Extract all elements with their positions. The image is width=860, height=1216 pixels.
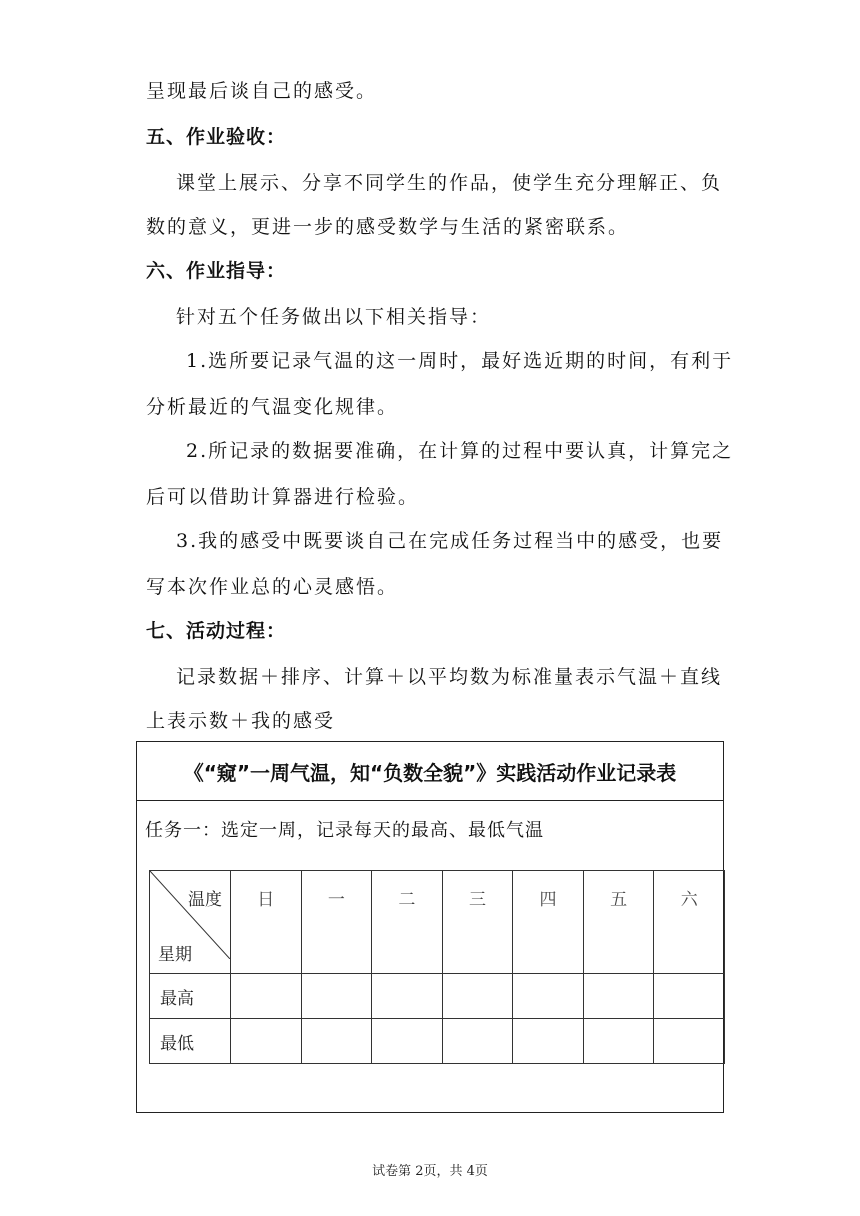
empty-cell bbox=[442, 974, 513, 1019]
paragraph-line: 写本次作业总的心灵感悟。 bbox=[146, 576, 399, 598]
empty-cell bbox=[301, 1019, 372, 1064]
paragraph-line: 针对五个任务做出以下相关指导： bbox=[176, 306, 492, 328]
paragraph-line: 记录数据＋排序、计算＋以平均数为标准量表示气温＋直线 bbox=[176, 666, 723, 688]
day-header: 二 bbox=[372, 871, 443, 974]
day-header: 六 bbox=[654, 871, 725, 974]
paragraph-line: 上表示数＋我的感受 bbox=[146, 710, 336, 732]
section-heading-5: 五、作业验收： bbox=[146, 126, 287, 148]
empty-cell bbox=[583, 974, 654, 1019]
empty-cell bbox=[654, 974, 725, 1019]
corner-label-weekday: 星期 bbox=[158, 945, 192, 965]
form-title: 《“窥”一周气温，知“负数全貌”》实践活动作业记录表 bbox=[137, 742, 723, 801]
table-row bbox=[150, 1019, 725, 1064]
row-label-high: 最高 bbox=[150, 974, 231, 1019]
paragraph-line: 后可以借助计算器进行检验。 bbox=[146, 486, 420, 508]
empty-cell bbox=[231, 1019, 302, 1064]
paragraph-line: 数的意义，更进一步的感受数学与生活的紧密联系。 bbox=[146, 216, 630, 238]
section-heading-6: 六、作业指导： bbox=[146, 260, 287, 282]
empty-cell bbox=[513, 1019, 584, 1064]
task-one-label: 任务一：选定一周，记录每天的最高、最低气温 bbox=[145, 820, 544, 841]
empty-cell bbox=[372, 974, 443, 1019]
empty-cell bbox=[372, 1019, 443, 1064]
temperature-table bbox=[149, 870, 725, 1064]
table-row bbox=[150, 974, 725, 1019]
row-label-low: 最低 bbox=[150, 1019, 231, 1064]
table-header-row bbox=[150, 871, 725, 974]
empty-cell bbox=[301, 974, 372, 1019]
day-header: 日 bbox=[231, 871, 302, 974]
empty-cell bbox=[513, 974, 584, 1019]
day-header: 四 bbox=[513, 871, 584, 974]
empty-cell bbox=[231, 974, 302, 1019]
paragraph-line: 2.所记录的数据要准确，在计算的过程中要认真，计算完之 bbox=[186, 440, 734, 462]
empty-cell bbox=[583, 1019, 654, 1064]
paragraph-line: 呈现最后谈自己的感受。 bbox=[146, 80, 378, 102]
paragraph-line: 1.选所要记录气温的这一周时，最好选近期的时间，有利于 bbox=[186, 350, 734, 372]
paragraph-line: 课堂上展示、分享不同学生的作品，使学生充分理解正、负 bbox=[176, 172, 723, 194]
paragraph-line: 分析最近的气温变化规律。 bbox=[146, 396, 399, 418]
page-footer: 试卷第 2页，共 4页 bbox=[372, 1164, 488, 1179]
day-header: 一 bbox=[301, 871, 372, 974]
record-form bbox=[136, 741, 724, 1113]
paragraph-line: 3.我的感受中既要谈自己在完成任务过程当中的感受，也要 bbox=[176, 530, 724, 552]
corner-label-temperature: 温度 bbox=[188, 890, 222, 910]
empty-cell bbox=[654, 1019, 725, 1064]
day-header: 三 bbox=[442, 871, 513, 974]
day-header: 五 bbox=[583, 871, 654, 974]
corner-cell bbox=[150, 871, 231, 974]
section-heading-7: 七、活动过程： bbox=[146, 620, 287, 642]
empty-cell bbox=[442, 1019, 513, 1064]
